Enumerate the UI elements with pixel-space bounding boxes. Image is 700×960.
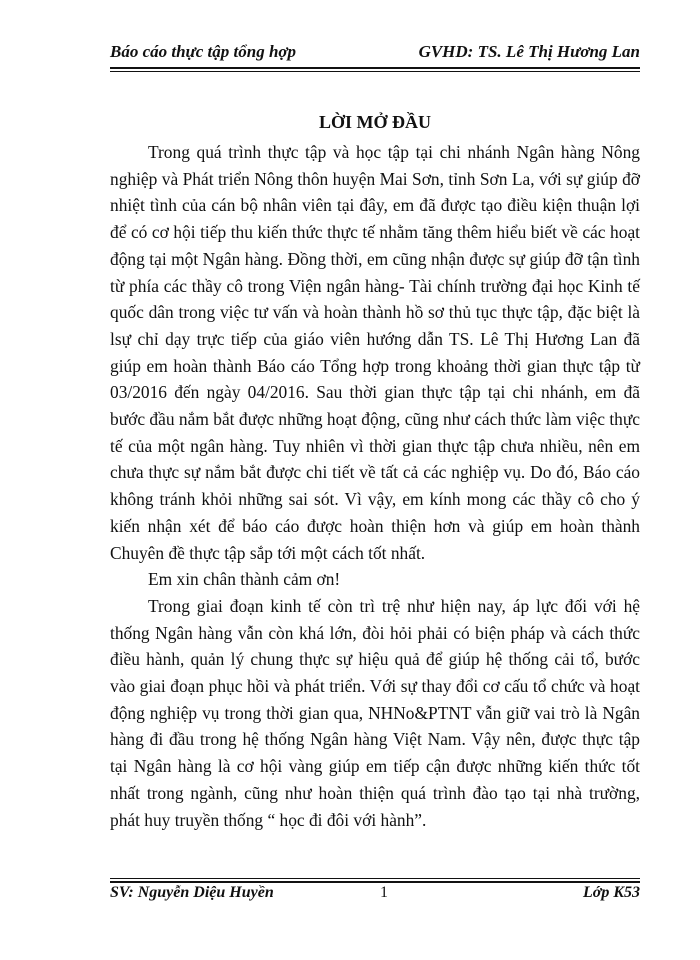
paragraph-thanks: Em xin chân thành cảm ơn! [148, 569, 341, 590]
paragraph-context: Trong giai đoạn kinh tế còn trì trệ như hiện nay, áp lực đối với hệ thống Ngân hàng vẫn còn khá lớn, đòi hỏi phải có biện pháp và cách thức điều hành, quản lý chung thực sự hiệu quả để giúp hệ thống cải tổ, bước vào giai đoạn phục hồi và phát triển. Với sự thay đổi cơ cấu tổ chức và hoạt động nghiệp vụ trong thời gian qua, NHNo&PTNT vẫn giữ vai trò là Ngân hàng đi đầu trong hệ thống Ngân hàng Việt Nam. Vậy nên, được thực tập tại Ngân hàng là cơ hội vàng giúp em tiếp cận được những kiến thức tốt nhất trong ngành, cũng như hoàn thiện quá trình đào tạo tại nhà trường, phát huy truyền thống “ học đi đôi với hành”. [110, 595, 640, 830]
header-report-title: Báo cáo thực tập tổng hợp [110, 42, 297, 61]
page-footer [110, 884, 640, 910]
footer-class: Lớp K53 [582, 884, 640, 901]
header-divider-thin [110, 71, 640, 72]
footer-divider-thin [110, 878, 640, 879]
paragraph-intro: Trong quá trình thực tập và học tập tại chi nhánh Ngân hàng Nông nghiệp và Phát triển Nông thôn huyện Mai Sơn, tỉnh Sơn La, với sự giúp đỡ nhiệt tình của cán bộ nhân viên tại đây, em đã được tạo điều kiện thuận lợi để có cơ hội tiếp thu kiến thức thực tế nhằm tăng thêm hiểu biết về các hoạt động tại một Ngân hàng. Đồng thời, em cũng nhận được sự giúp đỡ tận tình từ phía các thầy cô trong Viện ngân hàng- Tài chính trường đại học Kinh tế quốc dân trong việc tư vấn và hoàn thành hồ sơ thủ tục thực tập, đặc biệt là lsự chỉ dạy trực tiếp của giáo viên hướng dẫn TS. Lê Thị Hương Lan đã giúp em hoàn thành Báo cáo Tổng hợp trong khoảng thời gian thực tập từ 03/2016 đến ngày 04/2016. Sau thời gian thực tập tại chi nhánh, em đã bước đầu nắm bắt được những hoạt động, cũng như cách thức làm việc thực tế của một ngân hàng. Tuy nhiên vì thời gian thực tập chưa nhiều, nên em chưa thực sự nắm bắt được chi tiết về tất cả các nghiệp vụ. Do đó, Báo cáo không tránh khỏi những sai sót. Vì vậy, em kính mong các thầy cô cho ý kiến nhận xét để báo cáo được hoàn thiện hơn và giúp em hoàn thành Chuyên đề thực tập sắp tới một cách tốt nhất. [110, 142, 640, 563]
page-header [110, 38, 640, 68]
document-body [110, 139, 640, 833]
footer-divider [110, 881, 640, 883]
page-number: 1 [380, 884, 388, 901]
page-title: LỜI MỞ ĐẦU [319, 112, 431, 132]
footer-student-name: SV: Nguyễn Diệu Huyền [110, 884, 274, 901]
header-divider [110, 67, 640, 69]
header-supervisor: GVHD: TS. Lê Thị Hương Lan [418, 42, 640, 61]
